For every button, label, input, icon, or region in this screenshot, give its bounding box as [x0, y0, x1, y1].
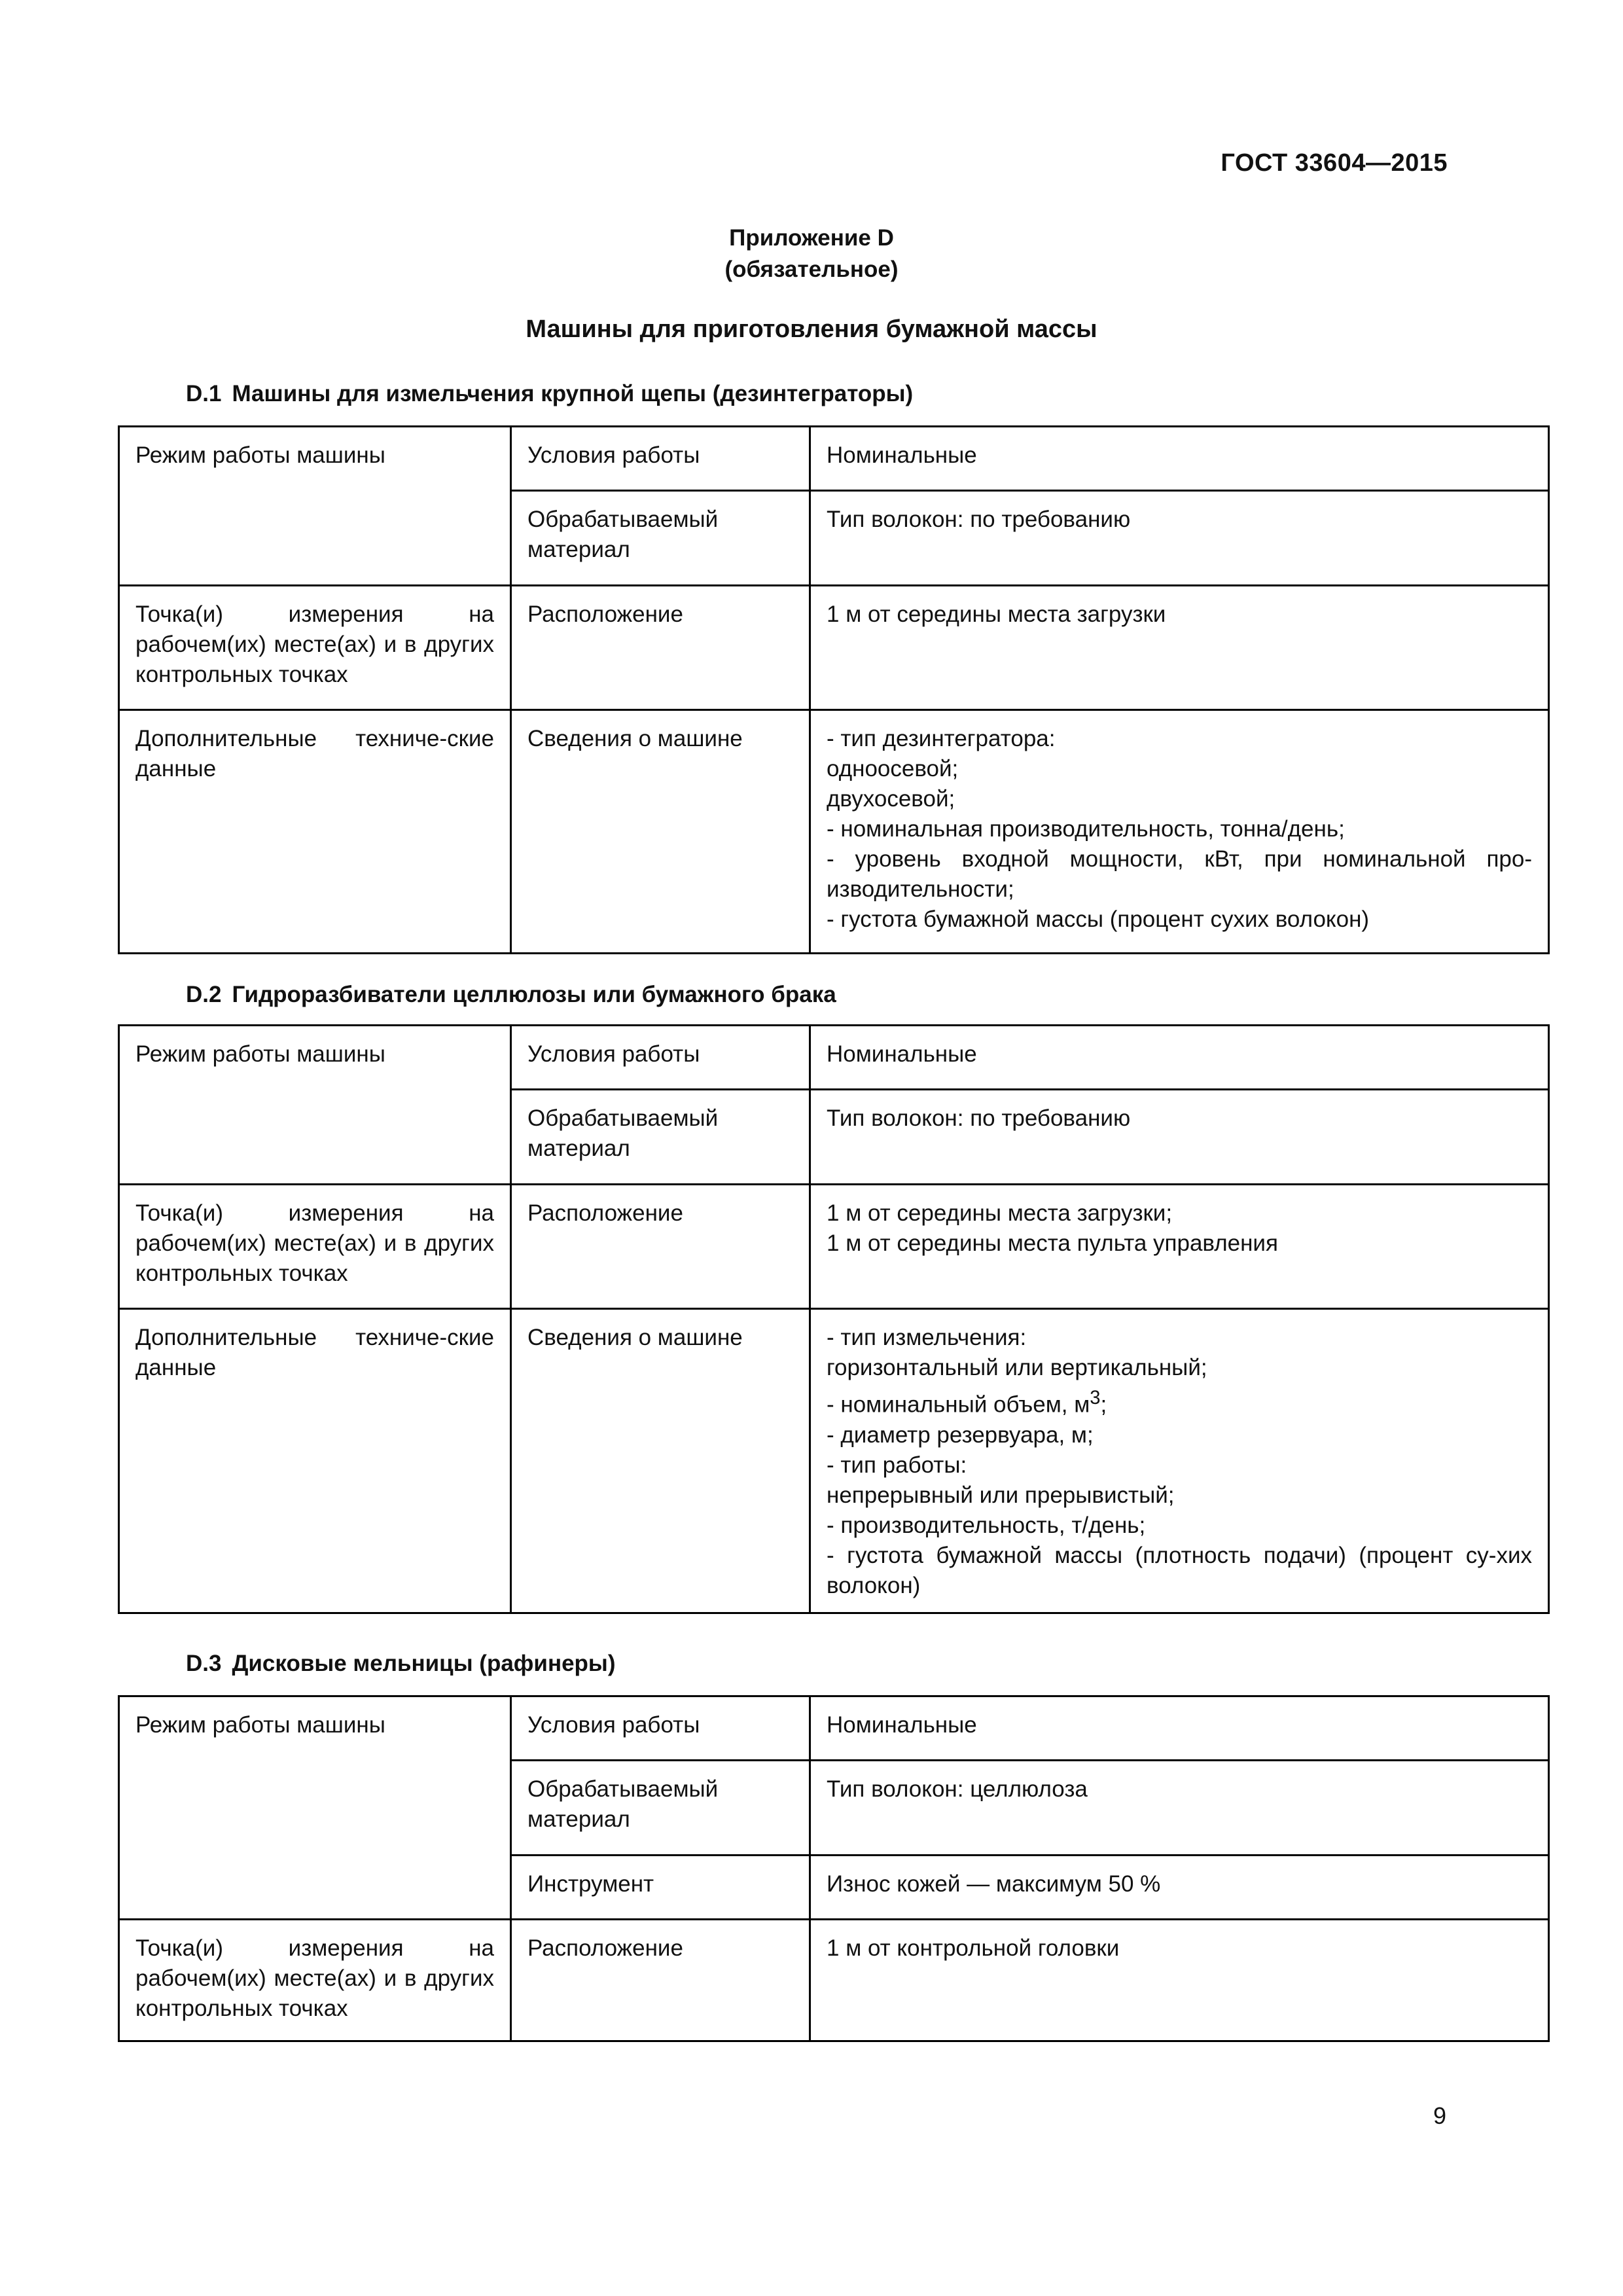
info-line: - номинальная производительность, тонна/день;	[827, 816, 1345, 842]
table-row	[119, 586, 1549, 710]
conditions-value-cell: Номинальные	[810, 427, 1549, 491]
annex-heading	[0, 223, 1623, 285]
machine-info-value-cell	[810, 710, 1549, 954]
table-row	[119, 1026, 1549, 1090]
table-row	[119, 1309, 1549, 1613]
machine-info-label-cell: Сведения о машине	[511, 1309, 810, 1613]
mode-label-cell: Режим работы машины	[119, 427, 511, 586]
annex-title: Приложение D	[729, 225, 894, 251]
machine-info-label-cell: Сведения о машине	[511, 710, 810, 954]
table-row	[119, 1696, 1549, 1761]
info-line: - уровень входной мощности, кВт, при номинальной про-изводительности;	[827, 846, 1532, 902]
section-number: D.1	[186, 381, 222, 406]
mode-label-cell: Режим работы машины	[119, 1026, 511, 1185]
table-d3	[118, 1695, 1550, 2042]
info-line: - тип работы:	[827, 1452, 967, 1478]
info-line: одноосевой;	[827, 756, 959, 781]
conditions-label-cell: Условия работы	[511, 1696, 810, 1761]
conditions-value-cell: Номинальные	[810, 1026, 1549, 1090]
location-label-cell: Расположение	[511, 1920, 810, 2041]
info-line: - густота бумажной массы (плотность подачи) (процент су-хих волокон)	[827, 1542, 1532, 1598]
info-line: - густота бумажной массы (процент сухих волокон)	[827, 906, 1370, 932]
points-label-cell: Точка(и) измерения на рабочем(их) месте(ах) и в других контрольных точках	[119, 1920, 511, 2041]
points-label-cell: Точка(и) измерения на рабочем(их) месте(ах) и в других контрольных точках	[119, 586, 511, 710]
section-title: Дисковые мельницы (рафинеры)	[232, 1651, 616, 1676]
info-text: - номинальный объем, м	[827, 1391, 1090, 1418]
additional-label-cell: Дополнительные техниче-ские данные	[119, 710, 511, 954]
info-line: горизонтальный или вертикальный;	[827, 1355, 1207, 1380]
info-line	[827, 1383, 1532, 1420]
conditions-label-cell: Условия работы	[511, 1026, 810, 1090]
table-row	[119, 1185, 1549, 1309]
points-label-cell: Точка(и) измерения на рабочем(их) месте(ах) и в других контрольных точках	[119, 1185, 511, 1309]
info-line: двухосевой;	[827, 786, 955, 812]
conditions-label-cell: Условия работы	[511, 427, 810, 491]
location-value-cell	[810, 1185, 1549, 1309]
material-label-cell: Обрабатываемый материал	[511, 491, 810, 586]
section-number: D.2	[186, 982, 222, 1007]
table-row	[119, 427, 1549, 491]
tool-label-cell: Инструмент	[511, 1856, 810, 1920]
table-row	[119, 1920, 1549, 2041]
section-title: Машины для измельчения крупной щепы (дезинтеграторы)	[232, 381, 914, 406]
material-value-cell: Тип волокон: целлюлоза	[810, 1761, 1549, 1856]
material-value-cell: Тип волокон: по требованию	[810, 1090, 1549, 1185]
info-line: - диаметр резервуара, м;	[827, 1422, 1094, 1448]
section-title: Гидроразбиватели целлюлозы или бумажного брака	[232, 982, 836, 1007]
section-heading-d3	[186, 1651, 615, 1677]
material-label-cell: Обрабатываемый материал	[511, 1761, 810, 1856]
main-title: Машины для приготовления бумажной массы	[526, 315, 1097, 343]
section-heading-d2	[186, 982, 836, 1008]
section-heading-d1	[186, 381, 913, 407]
tool-value-cell: Износ кожей — максимум 50 %	[810, 1856, 1549, 1920]
info-line: - тип измельчения:	[827, 1325, 1027, 1350]
info-line: - производительность, т/день;	[827, 1512, 1146, 1538]
annex-status: (обязательное)	[724, 257, 899, 282]
table-d2	[118, 1024, 1550, 1614]
superscript-3: 3	[1090, 1388, 1101, 1408]
location-line: 1 м от середины места загрузки;	[827, 1200, 1173, 1226]
info-text: ;	[1100, 1391, 1107, 1418]
location-line: 1 м от контрольной головки	[827, 1935, 1120, 1961]
location-value-cell	[810, 586, 1549, 710]
material-value-cell: Тип волокон: по требованию	[810, 491, 1549, 586]
table-d1	[118, 425, 1550, 954]
page-number: 9	[1433, 2102, 1446, 2129]
location-value-cell	[810, 1920, 1549, 2041]
additional-label-cell: Дополнительные техниче-ские данные	[119, 1309, 511, 1613]
material-label-cell: Обрабатываемый материал	[511, 1090, 810, 1185]
info-line: - тип дезинтегратора:	[827, 726, 1056, 751]
document-code: ГОСТ 33604—2015	[1221, 149, 1448, 177]
location-line: 1 м от середины места пульта управления	[827, 1230, 1278, 1256]
location-line: 1 м от середины места загрузки	[827, 601, 1166, 627]
section-number: D.3	[186, 1651, 222, 1676]
conditions-value-cell: Номинальные	[810, 1696, 1549, 1761]
info-line: непрерывный или прерывистый;	[827, 1482, 1175, 1508]
table-row	[119, 710, 1549, 954]
location-label-cell: Расположение	[511, 586, 810, 710]
location-label-cell: Расположение	[511, 1185, 810, 1309]
machine-info-value-cell	[810, 1309, 1549, 1613]
mode-label-cell: Режим работы машины	[119, 1696, 511, 1920]
